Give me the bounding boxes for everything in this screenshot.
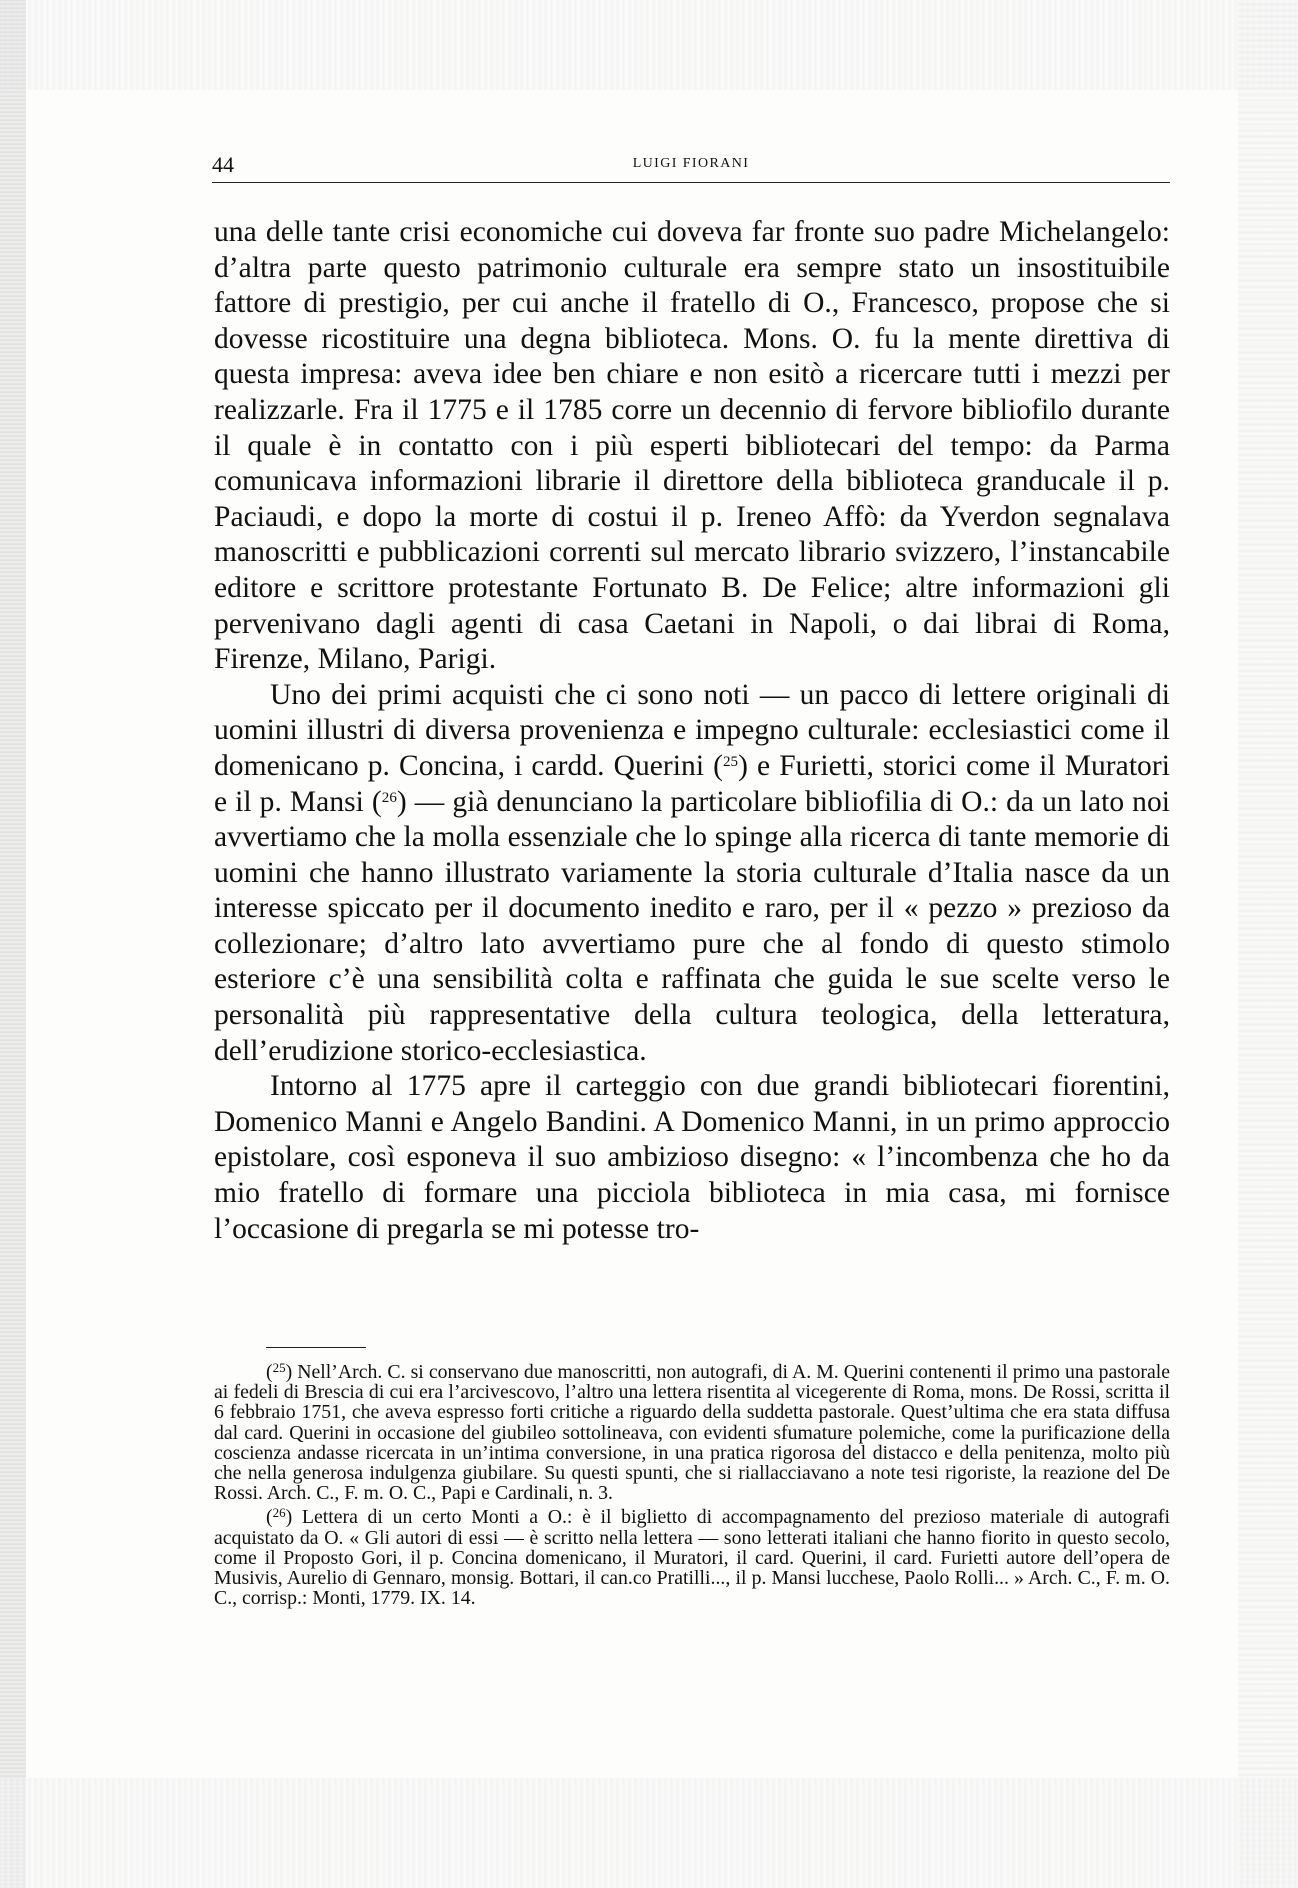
scan-border-right (1238, 0, 1298, 1888)
footnote-text: Lettera di un certo Monti a O.: è il biglietto di accompagnamento del prezioso materiale di autografi acquistato da O. « Gli autori di essi — è scritto nella lettera — sono letterati italiani che hanno fiorito in questo secolo, come il Proposto Gori, il p. Concina domenicano, il Muratori, il card. Querini, il card. Furietti autore dell’opera de Musivis, Aurelio di Gennaro, monsig. Bottari, il can.co Pratilli..., il p. Mansi lucchese, Paolo Rolli... » Arch. C., F. m. O. C., corrisp.: Monti, 1779. IX. 14. (214, 1506, 1170, 1610)
scan-border-left (0, 0, 26, 1888)
footnote-mark: 25 (272, 1360, 286, 1375)
paragraph-2-part-a: Uno dei primi acquisti che ci sono noti — un pacco di lettere originali di uomini illustri di diversa provenienza e impegno culturale: ecclesiastici come il domenicano p. Concina, i cardd. Querini ( (214, 678, 1170, 782)
paragraph-3: Intorno al 1775 apre il carteggio con due grandi bibliotecari fiorentini, Domenico Manni e Angelo Bandini. A Domenico Manni, in un primo approccio epistolare, così esponeva il suo ambizioso disegno: « l’incombenza che ho da mio fratello di formare una picciola biblioteca in mia casa, mi fornisce l’occasione di pregarla se mi potesse tro- (214, 1070, 1170, 1245)
footnote-mark: 26 (272, 1505, 286, 1521)
running-head: LUIGI FIORANI (632, 156, 750, 171)
paragraph-1: una delle tante crisi economiche cui doveva far fronte suo padre Michelangelo: d’altra parte questo patrimonio culturale era sempre stato un insostituibile fattore di prestigio, per cui anche il fratello di O., Francesco, propose che si dovesse ricostituire una degna biblioteca. Mons. O. fu la mente direttiva di questa impresa: aveva idee ben chiare e non esitò a ricercare tutti i mezzi per realizzarle. Fra il 1775 e il 1785 corre un decennio di fervore bibliofilo durante il quale è in contatto con i più esperti bibliotecari del tempo: da Parma comunicava informazioni librarie il direttore della biblioteca granducale il p. Paciaudi, e dopo la morte di costui il p. Ireneo Affò: da Yverdon segnalava manoscritti e pubblicazioni correnti sul mercato librario svizzero, l’instancabile editore e scrittore protestante Fortunato B. De Felice; altre informazioni gli pervenivano dagli agenti di casa Caetani in Napoli, o dai librai di Roma, Firenze, Milano, Parigi. (214, 216, 1170, 676)
footnote-ref-25: 25 (723, 753, 739, 770)
page-header (212, 152, 1170, 183)
paragraph-2-part-c: ) — già denunciano la particolare bibliofilia di O.: da un lato noi avvertiamo che la molla essenziale che lo spinge alla ricerca di tante memorie di uomini che hanno illustrato variamente la storia culturale d’Italia nasce da un interesse spiccato per il documento inedito e raro, per il « pezzo » prezioso da collezionare; d’altro lato avvertiamo pure che al fondo di questo stimolo esteriore c’è una sensibilità colta e raffinata che guida le sue scelte verso le personalità più rappresentative della cultura teologica, della letteratura, dell’erudizione storico-ecclesiastica. (214, 785, 1171, 1067)
footnotes (214, 1358, 1170, 1608)
footnote-text: Nell’Arch. C. si conservano due manoscritti, non autografi, di A. M. Querini contenenti il primo una pastorale ai fedeli di Brescia di cui era l’arcivescovo, l’altro una lettera risentita al vicegerente di Roma, mons. De Rossi, scritta il 6 febbraio 1751, che aveva espresso forti critiche a riguardo della suddetta pastorale. Quest’ultima che era stata diffusa dal card. Querini in occasione del giubileo sottolineava, con evidenti sfumature polemiche, come la purificazione della coscienza andasse ricercata in un’intima conversione, in una pratica rigorosa del distacco e della penitenza, molto più che nella generosa indulgenza giubilare. Su questi spunti, che si riallacciavano a note tesi rigoriste, la reazione del De Rossi. Arch. C., F. m. O. C., Papi e Cardinali, n. 3. (214, 1361, 1170, 1505)
body-text (214, 215, 1170, 1247)
page-number: 44 (212, 152, 234, 177)
footnote-25: ($^{25}$) Nell’Arch. C. si conservano due manoscritti, non autografi, di A. M. Querini contenenti il primo una pastorale ai fedeli di Brescia di cui era l’arcivescovo, l’altro una lettera risentita al vicegerente di Roma, mons. De Rossi, scritta il 6 febbraio 1751, che aveva espresso forti critiche a riguardo della suddetta pastorale. Quest’ultima che era stata diffusa dal card. Querini in occasione del giubileo sottolineava, con evidenti sfumature polemiche, come la purificazione della coscienza andasse ricercata in un’intima conversione, in una pratica rigorosa del distacco e della penitenza, molto più che nella generosa indulgenza giubilare. Su questi spunti, che si riallacciavano a note tesi rigoriste, la reazione del De Rossi. Arch. C., F. m. O. C., Papi e Cardinali, n. 3. (214, 1360, 1170, 1505)
footnote-rule (266, 1347, 366, 1348)
footnote-26: ($^{26}$) Lettera di un certo Monti a O.: è il biglietto di accompagnamento del prezioso materiale di autografi acquistato da O. « Gli autori di essi — è scritto nella lettera — sono letterati italiani che hanno fiorito in questo secolo, come il Proposto Gori, il p. Concina domenicano, il Muratori, il card. Querini, il card. Furietti autore dell’opera de Musivis, Aurelio di Gennaro, monsig. Bottari, il can.co Pratilli..., il p. Mansi lucchese, Paolo Rolli... » Arch. C., F. m. O. C., corrisp.: Monti, 1779. IX. 14. (214, 1505, 1170, 1610)
paragraph-2 (214, 678, 1170, 1070)
footnote-ref-26: 26 (381, 789, 397, 806)
scan-border-top (0, 0, 1298, 90)
scan-border-bottom (0, 1778, 1298, 1888)
paragraph-2-part-b: ) e Furietti, storici come il Muratori e il p. Mansi ( (214, 749, 1170, 818)
